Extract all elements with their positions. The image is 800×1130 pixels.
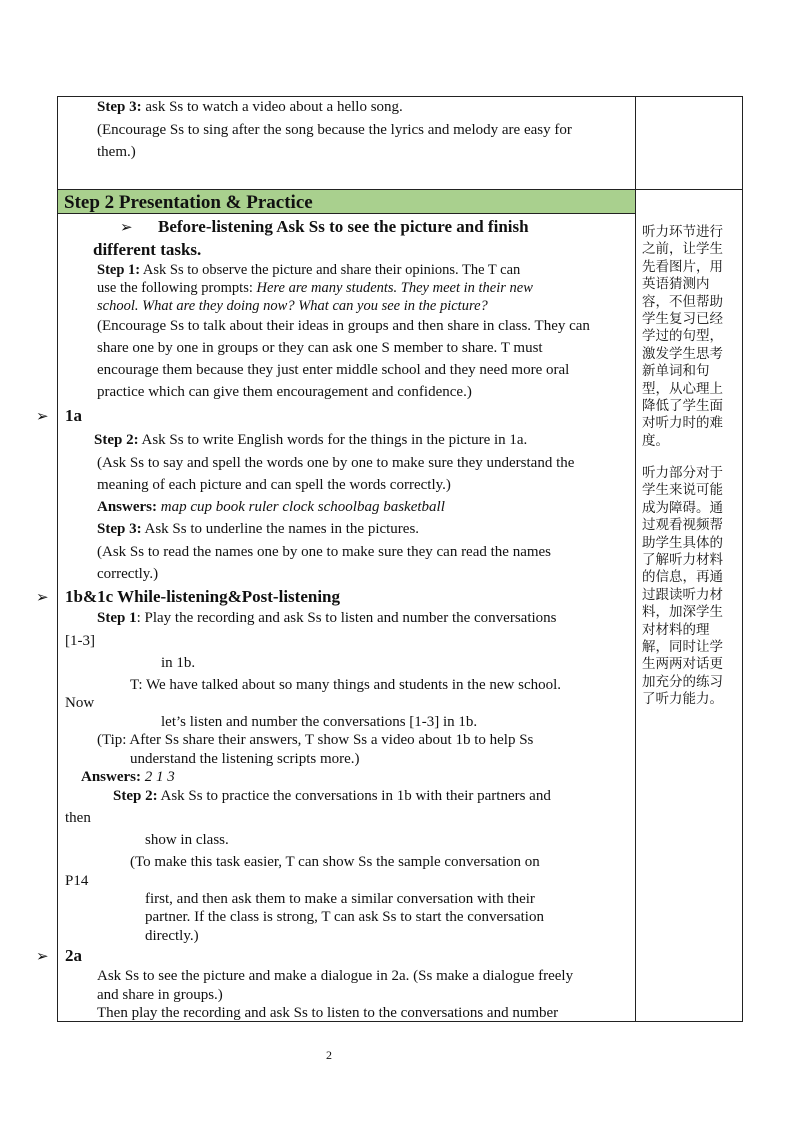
bl-note-line1: (Encourage Ss to talk about their ideas in groups and then share in class. They can <box>97 318 590 334</box>
side-note-1: 听力环节进行之前，让学生先看图片，用英语猜测内容，不但帮助学生复习已经学过的句型，激发学生思考新单词和句型，从心理上降低了学生面对听力时的难度。 <box>642 224 723 449</box>
page-number: 2 <box>326 1048 332 1062</box>
1b-answers-label: Answers: <box>81 769 141 785</box>
1b-tip1: (Tip: After Ss share their answers, T show Ss a video about 1b to help Ss <box>97 732 534 748</box>
1b-tip2: understand the listening scripts more.) <box>130 751 360 767</box>
1a-step3-line <box>97 520 419 538</box>
1a-note2: meaning of each picture and can spell the words correctly.) <box>97 477 451 493</box>
marker-2a: ➢ <box>36 947 49 965</box>
1b-l7: show in class. <box>145 832 229 848</box>
step3-top-label: Step 3: <box>97 99 142 115</box>
1a-answers-line <box>97 498 445 516</box>
title-1b: 1b&1c While-listening&Post-listening <box>65 587 340 606</box>
1b-l5: let’s listen and number the conversations [1-3] in 1b. <box>161 714 478 730</box>
1b-step1-label: Step 1 <box>97 610 137 626</box>
1b-answers-line <box>81 768 175 786</box>
1a-note3: (Ask Ss to read the names one by one to make sure they can read the names <box>97 544 552 560</box>
title-1a: 1a <box>65 406 82 425</box>
bl-step1-line3: school. What are they doing now? What can you see in the picture? <box>97 298 488 314</box>
1b-step2-line <box>113 787 551 805</box>
1a-step3-text: Ask Ss to underline the names in the pictures. <box>141 521 420 537</box>
bl-step1-line2 <box>97 279 533 297</box>
1b-step2-text: Ask Ss to practice the conversations in 1b with their partners and <box>157 788 551 804</box>
1a-note4: correctly.) <box>97 566 159 582</box>
1a-step2-text: Ask Ss to write English words for the things in the picture in 1a. <box>138 432 528 448</box>
before-listening-title1: Before-listening Ask Ss to see the picture and finish <box>158 217 529 236</box>
step3-top-line <box>97 98 403 116</box>
1a-step3-label: Step 3: <box>97 521 142 537</box>
bl-note-line3: encourage them because they just enter middle school and they need more oral <box>97 362 570 378</box>
1a-note1: (Ask Ss to say and spell the words one by one to make sure they understand the <box>97 455 575 471</box>
table-left-border <box>57 96 58 1022</box>
marker-1a: ➢ <box>36 407 49 425</box>
1b-l11: partner. If the class is strong, T can ask Ss to start the conversation <box>145 909 544 925</box>
1b-l9: P14 <box>65 873 89 889</box>
table-top-border <box>57 96 743 97</box>
table-column-divider <box>635 96 636 1022</box>
1a-step2-label: Step 2: <box>94 432 139 448</box>
1b-l4: Now <box>65 695 95 711</box>
side-note-2: 听力部分对于学生来说可能成为障碍。通过观看视频帮助学生具体的了解听力材料的信息，再通过跟读听力材料，加深学生对材料的理解，同时让学生两两对话更加充分的练习了听力能力。 <box>642 465 723 708</box>
bl-step1-line1 <box>97 261 520 279</box>
1b-l2: in 1b. <box>161 655 196 671</box>
1a-step2-line <box>94 431 527 449</box>
2a-l2: and share in groups.) <box>97 987 223 1003</box>
1b-l12: directly.) <box>145 928 199 944</box>
1b-answers: 2 1 3 <box>144 769 175 785</box>
bl-step1-text: Ask Ss to observe the picture and share their opinions. The T can <box>140 262 521 278</box>
1b-l8: (To make this task easier, T can show Ss the sample conversation on <box>130 854 540 870</box>
bl-step1-prompt: Here are many students. They meet in their new <box>256 280 533 296</box>
2a-l1: Ask Ss to see the picture and make a dialogue in 2a. (Ss make a dialogue freely <box>97 968 574 984</box>
marker-1b: ➢ <box>36 588 49 606</box>
1b-l1: [1-3] <box>65 633 95 649</box>
bl-note-line4: practice which can give them encouragement and confidence.) <box>97 384 472 400</box>
2a-l3: Then play the recording and ask Ss to listen to the conversations and number <box>97 1005 559 1021</box>
1b-l3: T: We have talked about so many things and students in the new school. <box>130 677 562 693</box>
1b-l10: first, and then ask them to make a similar conversation with their <box>145 891 535 907</box>
1b-step2-label: Step 2: <box>113 788 158 804</box>
step3-top-text: ask Ss to watch a video about a hello song. <box>141 99 403 115</box>
1a-answers: map cup book ruler clock schoolbag basketball <box>160 499 445 515</box>
title-2a: 2a <box>65 946 82 965</box>
bl-note-line2: share one by one in groups or they can ask one S member to share. T must <box>97 340 543 356</box>
step3-top-note2: them.) <box>97 144 136 160</box>
1b-l6: then <box>65 810 91 826</box>
1b-step1-text: : Play the recording and ask Ss to listen and number the conversations <box>136 610 557 626</box>
arrow-marker: ➢ <box>120 218 133 236</box>
bl-step1-prompt-intro: use the following prompts: <box>97 280 257 296</box>
section-header-title: Step 2 Presentation & Practice <box>64 192 313 213</box>
bl-step1-label: Step 1: <box>97 262 141 278</box>
1b-step1-line <box>97 609 557 627</box>
before-listening-title2: different tasks. <box>93 240 202 259</box>
table-right-border <box>742 96 743 1022</box>
step3-top-note1: (Encourage Ss to sing after the song because the lyrics and melody are easy for <box>97 122 572 138</box>
1a-answers-label: Answers: <box>97 499 157 515</box>
